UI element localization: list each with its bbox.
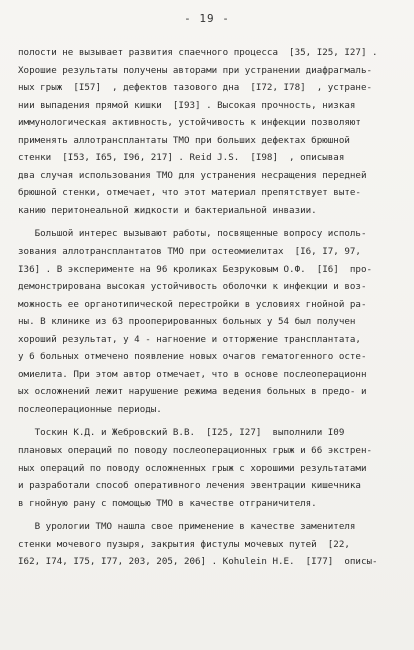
text-line: Тоскин К.Д. и Жебровский В.В. [I25, I27] выполнили I09 bbox=[18, 427, 345, 439]
text-line: хороший результат, у 4 - нагноение и отторжение трансплантата, bbox=[18, 333, 361, 345]
text-line: у 6 больных отмечено появление новых очагов гематогенного осте- bbox=[18, 351, 367, 363]
paragraph-3 bbox=[18, 424, 402, 512]
text-line: ных грыж [I57] , дефектов тазового дна [I72, I78] , устране- bbox=[18, 82, 373, 94]
paragraph-2 bbox=[18, 225, 402, 418]
text-line: два случая использования ТМО для устранения несращения передней bbox=[18, 169, 367, 181]
text-line: послеоперационные периоды. bbox=[18, 403, 162, 415]
text-line: Хорошие результаты получены авторами при устранении диафрагмаль- bbox=[18, 64, 373, 76]
text-line: нии выпадения прямой кишки [I93] . Высокая прочность, низкая bbox=[18, 99, 356, 111]
text-line: ны. В клинике из 63 прооперированных больных у 54 был получен bbox=[18, 316, 356, 328]
text-line: I36] . В эксперименте на 96 кроликах Безруковым О.Ф. [I6] про- bbox=[18, 263, 373, 275]
text-line: демонстрирована высокая устойчивость оболочки к инфекции и воз- bbox=[18, 281, 367, 293]
text-line: плановых операций по поводу послеоперационных грыж и 66 экстрен- bbox=[18, 445, 373, 457]
text-line: можность ее органотипической перестройки в условиях гнойной ра- bbox=[18, 298, 367, 310]
text-line: полости не вызывает развития спаечного процесса [35, I25, I27] . bbox=[18, 47, 378, 58]
text-line: стенки мочевого пузыря, закрытия фистулы мочевых путей [22, bbox=[18, 538, 350, 550]
page-number: - 19 - bbox=[184, 12, 230, 25]
text-line: I62, I74, I75, I77, 203, 205, 206] . Kohulein H.E. [I77] описы- bbox=[18, 556, 378, 568]
text-line: иммунологическая активность, устойчивость к инфекции позволяют bbox=[18, 117, 361, 129]
text-line: В урологии ТМО нашла свое применение в качестве заменителя bbox=[18, 521, 356, 533]
text-line: и разработали способ оперативного лечения эвентрации кишечника bbox=[18, 480, 361, 492]
text-line: Большой интерес вызывают работы, посвященные вопросу исполь- bbox=[18, 228, 367, 240]
text-line: ых осложнений лежит нарушение режима ведения больных в предо- и bbox=[18, 386, 367, 398]
text-line: брюшной стенки, отмечает, что этот материал препятствует выте- bbox=[18, 187, 361, 199]
text-line: применять аллотрансплантаты ТМО при больших дефектах брюшной bbox=[18, 134, 350, 146]
text-line: стенки [I53, I65, I96, 217] . Reid J.S. [I98] , описывая bbox=[18, 152, 345, 164]
text-line: в гнойную рану с помощью ТМО в качестве отграничителя. bbox=[18, 497, 317, 509]
text-line: зования аллотрансплантатов ТМО при остеомиелитах [I6, I7, 97, bbox=[18, 246, 361, 258]
body-text bbox=[18, 44, 402, 571]
text-line: омиелита. При этом автор отмечает, что в основе послеоперационн bbox=[18, 368, 367, 380]
text-line: канию перитонеальной жидкости и бактериальной инвазии. bbox=[18, 204, 317, 216]
paragraph-1 bbox=[18, 44, 402, 219]
paragraph-4 bbox=[18, 518, 402, 571]
text-line: ных операций по поводу осложненных грыж с хорошими результатами bbox=[18, 462, 367, 474]
